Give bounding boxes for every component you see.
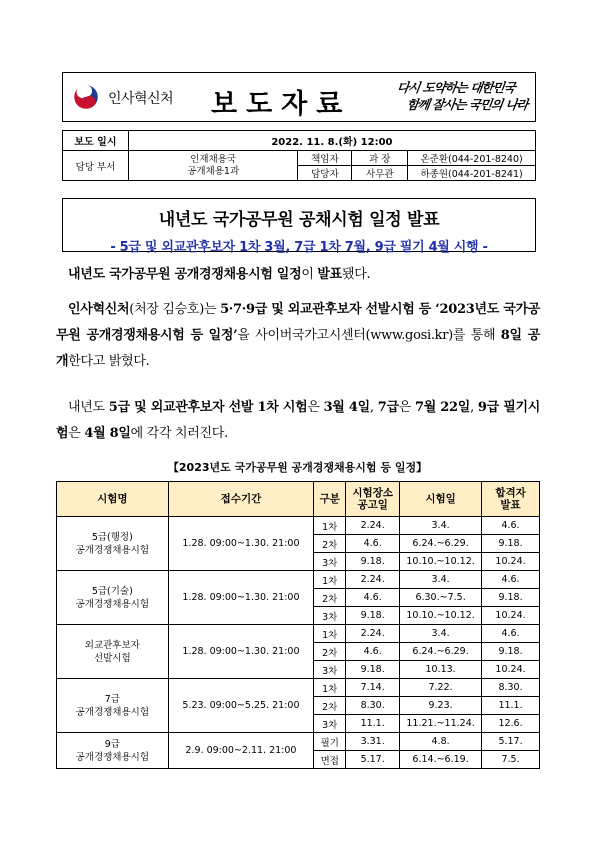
paragraph-2 bbox=[56, 297, 540, 375]
application-period-cell: 5.23. 09:00~5.25. 21:00 bbox=[168, 679, 314, 733]
venue-line-2: 공고일 bbox=[357, 499, 388, 511]
result-date-cell: 11.1. bbox=[482, 697, 540, 715]
p1-a: 내년도 국가공무원 공개경쟁채용시험 일정 bbox=[68, 267, 302, 282]
paragraph-1 bbox=[56, 262, 540, 288]
press-header bbox=[62, 72, 536, 122]
exam-date-cell: 7.22. bbox=[400, 679, 482, 697]
stage-cell: 3차 bbox=[314, 715, 346, 733]
col-header-result bbox=[482, 482, 540, 517]
venue-notice-date-cell: 4.6. bbox=[346, 589, 400, 607]
exam-name-line-2: 공개경쟁채용시험 bbox=[75, 544, 150, 556]
p3-b: 5급 및 외교관후보자 선발 1차 시험 bbox=[108, 400, 308, 415]
p3-a: 내년도 bbox=[68, 400, 109, 415]
stage-cell: 1차 bbox=[314, 625, 346, 643]
exam-name-line-1: 9급 bbox=[104, 738, 120, 750]
headline-main: 내년도 국가공무원 공채시험 일정 발표 bbox=[158, 210, 440, 230]
p2-d: 을 사이버국가고시센터(www.gosi.kr)를 통해 bbox=[237, 328, 501, 343]
slogan-line-1: 다시 도약하는 대한민국 bbox=[396, 80, 516, 95]
exam-date-cell: 10.13. bbox=[400, 661, 482, 679]
venue-notice-date-cell: 8.30. bbox=[346, 697, 400, 715]
exam-date-cell: 6.14.~6.19. bbox=[400, 751, 482, 769]
schedule-table-title: 【2023년도 국가공무원 공개경쟁채용시험 등 일정】 bbox=[167, 461, 428, 474]
dept-line-2: 공개채용1과 bbox=[187, 165, 240, 177]
venue-notice-date-cell: 4.6. bbox=[346, 535, 400, 553]
p2-f: 한다고 밝혔다. bbox=[68, 354, 150, 369]
release-value: 2022. 11. 8.(화) 12:00 bbox=[128, 131, 535, 151]
exam-name-line-1: 5급(행정) bbox=[91, 531, 133, 543]
table-row bbox=[57, 625, 540, 643]
stage-cell: 3차 bbox=[314, 607, 346, 625]
p3-k: 은 bbox=[68, 426, 85, 441]
stage-cell: 1차 bbox=[314, 679, 346, 697]
taegeuk-logo-icon bbox=[71, 82, 101, 112]
exam-date-cell: 9.23. bbox=[400, 697, 482, 715]
release-label: 보도 일시 bbox=[63, 131, 129, 151]
staff-title: 사무관 bbox=[352, 166, 408, 181]
result-date-cell: 10.24. bbox=[482, 607, 540, 625]
resp-title: 과 장 bbox=[352, 151, 408, 166]
exam-name-line-1: 5급(기술) bbox=[91, 585, 133, 597]
col-header-exam: 시험명 bbox=[57, 482, 169, 517]
dept-line-1: 인재채용국 bbox=[190, 153, 237, 165]
p3-m: 에 각각 치러진다. bbox=[130, 426, 228, 441]
application-period-cell: 1.28. 09:00~1.30. 21:00 bbox=[168, 625, 314, 679]
venue-notice-date-cell: 9.18. bbox=[346, 607, 400, 625]
table-row bbox=[57, 733, 540, 751]
exam-date-cell: 10.10.~10.12. bbox=[400, 553, 482, 571]
p3-c: 은 bbox=[307, 400, 324, 415]
result-date-cell: 10.24. bbox=[482, 553, 540, 571]
stage-cell: 2차 bbox=[314, 697, 346, 715]
p2-a: 인사혁신처 bbox=[68, 302, 130, 317]
result-date-cell: 10.24. bbox=[482, 661, 540, 679]
venue-notice-date-cell: 11.1. bbox=[346, 715, 400, 733]
p3-l: 4월 8일 bbox=[84, 426, 131, 441]
p2-e: 8일 공개 bbox=[56, 328, 540, 369]
result-date-cell: 4.6. bbox=[482, 571, 540, 589]
headline-box bbox=[62, 198, 536, 255]
staff-label: 담당자 bbox=[298, 166, 352, 181]
venue-notice-date-cell: 9.18. bbox=[346, 553, 400, 571]
result-date-cell: 4.6. bbox=[482, 625, 540, 643]
result-date-cell: 7.5. bbox=[482, 751, 540, 769]
exam-name-line-1: 외교관후보자 bbox=[84, 639, 140, 651]
exam-name-line-2: 공개경쟁채용시험 bbox=[75, 598, 150, 610]
venue-notice-date-cell: 9.18. bbox=[346, 661, 400, 679]
exam-date-cell: 6.24.~6.29. bbox=[400, 643, 482, 661]
stage-cell: 1차 bbox=[314, 571, 346, 589]
result-line-1: 합격자 bbox=[495, 487, 526, 499]
exam-name-cell bbox=[57, 517, 169, 571]
venue-notice-date-cell: 2.24. bbox=[346, 571, 400, 589]
exam-name-line-2: 공개경쟁채용시험 bbox=[75, 706, 150, 718]
p3-h: 7월 22일 bbox=[414, 400, 471, 415]
col-header-period: 접수기간 bbox=[168, 482, 314, 517]
result-date-cell: 9.18. bbox=[482, 535, 540, 553]
slogan bbox=[394, 79, 539, 113]
stage-cell: 1차 bbox=[314, 517, 346, 535]
exam-name-line-2: 공개경쟁채용시험 bbox=[75, 751, 150, 763]
page-title: 보도자료 bbox=[211, 89, 352, 120]
stage-cell: 3차 bbox=[314, 661, 346, 679]
p1-c: 발표 bbox=[317, 267, 342, 282]
col-header-venue bbox=[346, 482, 400, 517]
p3-e: , bbox=[369, 400, 378, 415]
exam-date-cell: 3.4. bbox=[400, 571, 482, 589]
venue-line-1: 시험장소 bbox=[352, 487, 393, 499]
p2-b: (처장 김승호)는 bbox=[129, 302, 221, 317]
schedule-table bbox=[56, 481, 540, 769]
stage-cell: 2차 bbox=[314, 535, 346, 553]
venue-notice-date-cell: 4.6. bbox=[346, 643, 400, 661]
exam-name-cell bbox=[57, 571, 169, 625]
p1-d: 됐다. bbox=[341, 267, 371, 282]
stage-cell: 필기 bbox=[314, 733, 346, 751]
schedule-table-body bbox=[57, 517, 540, 769]
venue-notice-date-cell: 2.24. bbox=[346, 625, 400, 643]
exam-date-cell: 3.4. bbox=[400, 625, 482, 643]
paragraph-3 bbox=[56, 395, 540, 447]
exam-date-cell: 6.30.~7.5. bbox=[400, 589, 482, 607]
result-date-cell: 9.18. bbox=[482, 589, 540, 607]
p3-g: 은 bbox=[398, 400, 415, 415]
exam-name-cell bbox=[57, 733, 169, 769]
stage-cell: 2차 bbox=[314, 643, 346, 661]
stage-cell: 2차 bbox=[314, 589, 346, 607]
table-row bbox=[57, 517, 540, 535]
exam-name-line-1: 7급 bbox=[104, 693, 120, 705]
application-period-cell: 1.28. 09:00~1.30. 21:00 bbox=[168, 517, 314, 571]
p3-f: 7급 bbox=[377, 400, 399, 415]
col-header-stage: 구분 bbox=[314, 482, 346, 517]
exam-name-cell bbox=[57, 679, 169, 733]
result-date-cell: 8.30. bbox=[482, 679, 540, 697]
venue-notice-date-cell: 2.24. bbox=[346, 517, 400, 535]
p1-b: 이 bbox=[301, 267, 318, 282]
p3-d: 3월 4일 bbox=[323, 400, 370, 415]
result-date-cell: 12.6. bbox=[482, 715, 540, 733]
p3-i: , bbox=[470, 400, 478, 415]
stage-cell: 면접 bbox=[314, 751, 346, 769]
headline-sub: - 5급 및 외교관후보자 1차 3월, 7급 1차 7월, 9급 필기 4월 시행 - bbox=[110, 240, 488, 255]
table-row bbox=[57, 571, 540, 589]
staff-contact: 하종원(044-201-8241) bbox=[408, 166, 536, 181]
release-info-table bbox=[62, 130, 536, 181]
application-period-cell: 1.28. 09:00~1.30. 21:00 bbox=[168, 571, 314, 625]
stage-cell: 3차 bbox=[314, 553, 346, 571]
exam-date-cell: 11.21.~11.24. bbox=[400, 715, 482, 733]
result-date-cell: 4.6. bbox=[482, 517, 540, 535]
venue-notice-date-cell: 3.31. bbox=[346, 733, 400, 751]
application-period-cell: 2.9. 09:00~2.11. 21:00 bbox=[168, 733, 314, 769]
slogan-line-2: 함께 잘사는 국민의 나라 bbox=[405, 97, 529, 112]
result-date-cell: 9.18. bbox=[482, 643, 540, 661]
venue-notice-date-cell: 5.17. bbox=[346, 751, 400, 769]
exam-date-cell: 10.10.~10.12. bbox=[400, 607, 482, 625]
result-line-2: 발표 bbox=[500, 499, 521, 511]
col-header-date: 시험일 bbox=[400, 482, 482, 517]
org-name: 인사혁신처 bbox=[108, 91, 174, 107]
exam-date-cell: 4.8. bbox=[400, 733, 482, 751]
dept-label: 담당 부서 bbox=[63, 151, 129, 181]
exam-date-cell: 6.24.~6.29. bbox=[400, 535, 482, 553]
exam-name-cell bbox=[57, 625, 169, 679]
p2-c: 5·7·9급 및 외교관후보자 선발시험 등 ‘2023년도 국가공무원 공개경쟁채용시험 등 일정’ bbox=[56, 302, 540, 343]
exam-name-line-2: 선발시험 bbox=[93, 652, 131, 664]
resp-contact: 온준환(044-201-8240) bbox=[408, 151, 536, 166]
dept-value bbox=[128, 151, 298, 181]
resp-label: 책임자 bbox=[298, 151, 352, 166]
exam-date-cell: 3.4. bbox=[400, 517, 482, 535]
result-date-cell: 5.17. bbox=[482, 733, 540, 751]
venue-notice-date-cell: 7.14. bbox=[346, 679, 400, 697]
table-row bbox=[57, 679, 540, 697]
p3-j: 9급 필기시험 bbox=[56, 400, 540, 441]
